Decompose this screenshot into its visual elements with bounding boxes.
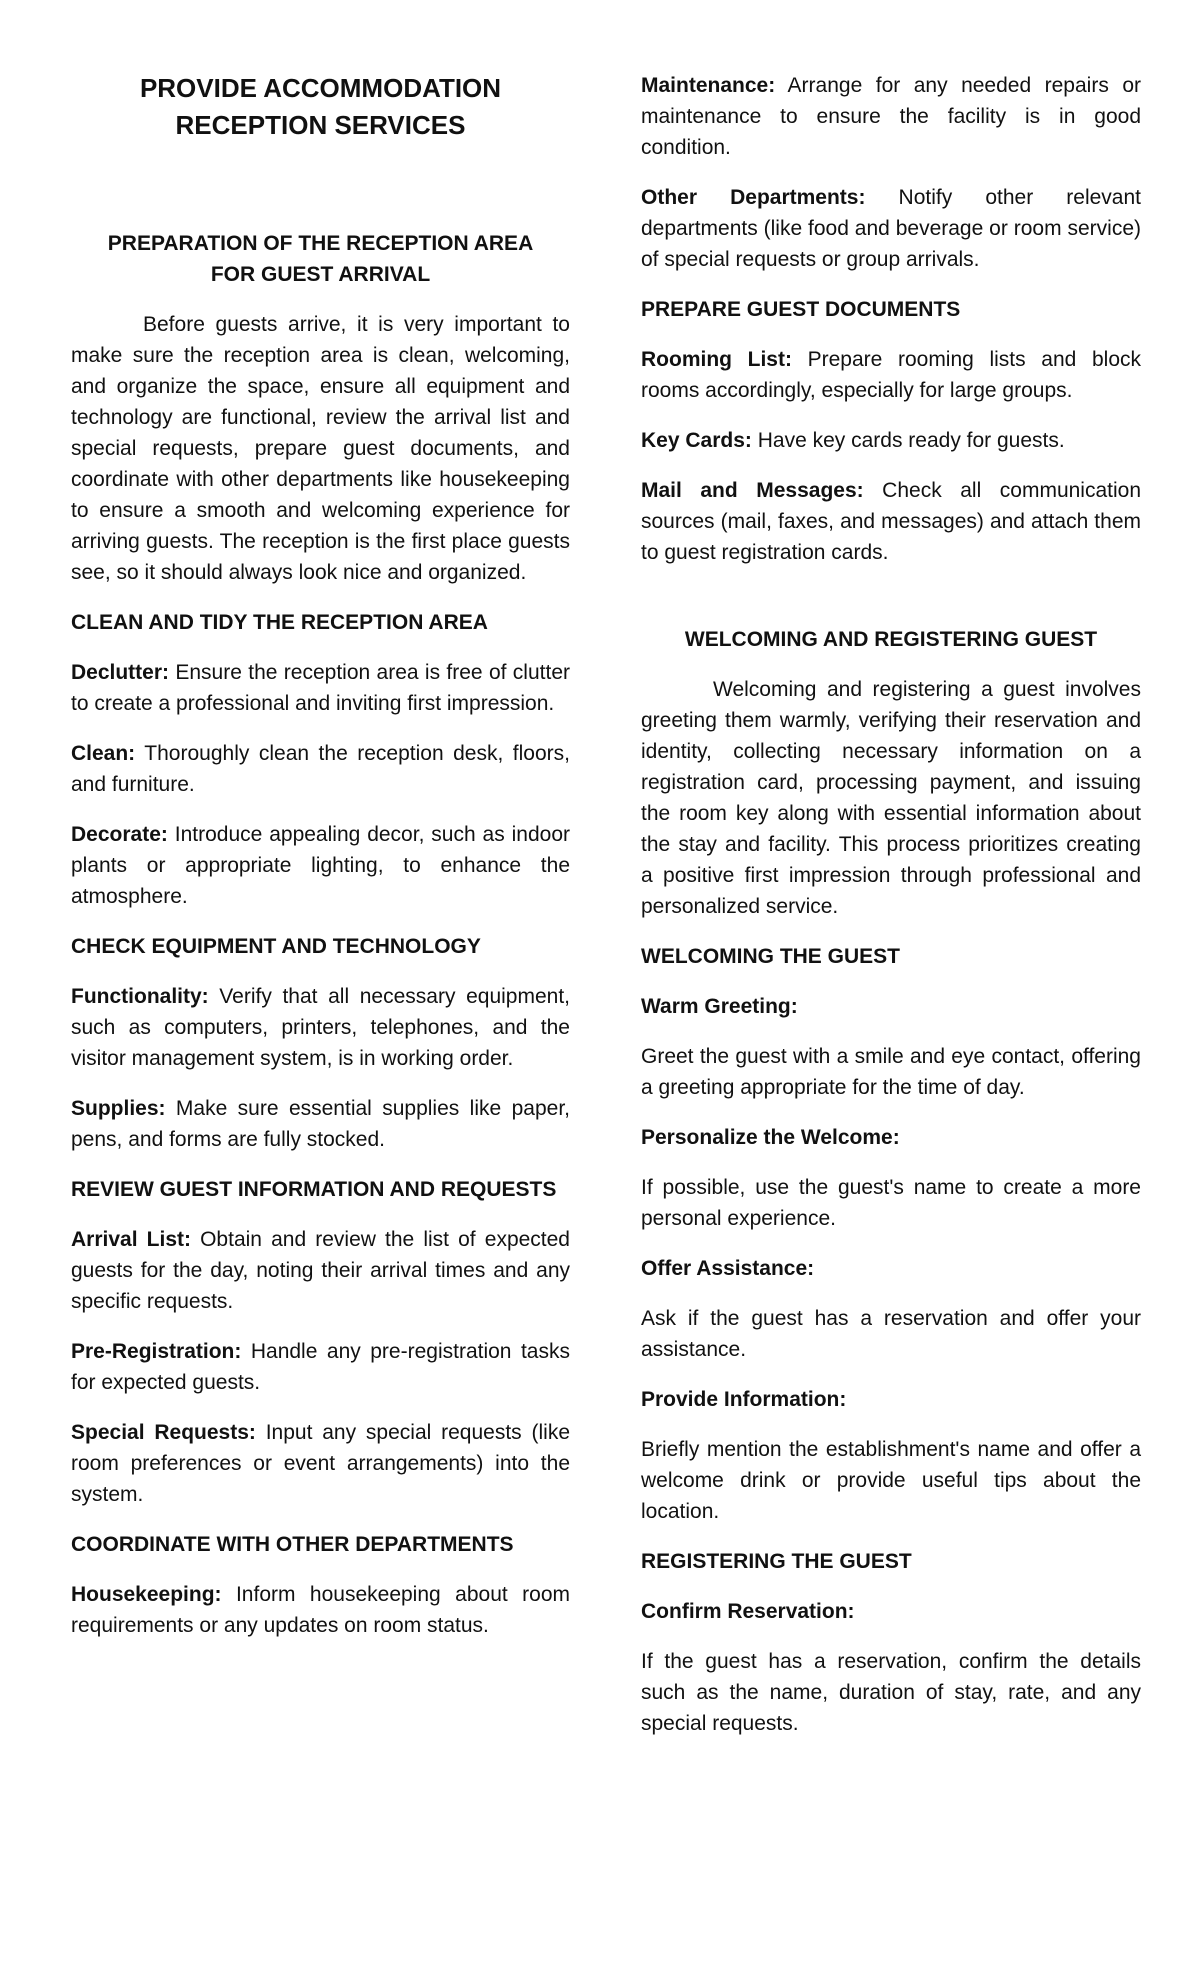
special-requests-item [71,1417,570,1510]
pre-registration-text: Handle any pre-registration tasks for expected guests. [71,1340,570,1394]
preparation-paragraph: Before guests arrive, it is very important to make sure the reception area is clean, welcoming, and organize the space, ensure all equipment and technology are functional, review the arrival list and special requests, prepare guest documents, and coordinate with other departments like housekeeping to ensure a smooth and welcoming experience for arriving guests. The reception is the first place guests see, so it should always look nice and organized. [71,313,570,584]
pre-registration-label: Pre-Registration: [71,1340,242,1363]
documents-heading: PREPARE GUEST DOCUMENTS [641,298,961,321]
declutter-label: Declutter: [71,661,170,684]
welcoming-registering-paragraph: Welcoming and registering a guest involves greeting them warmly, verifying their reservation and identity, collecting necessary information on a registration card, processing payment, and issuing the room key along with essential information about the stay and facility. This process prioritizes creating a positive first impression through professional and personalized service. [641,678,1141,918]
key-cards-item [641,425,1141,456]
arrival-list-item [71,1224,570,1317]
right-column [641,70,1141,1758]
offer-assistance-text: Ask if the guest has a reservation and offer your assistance. [641,1307,1141,1361]
preparation-heading-line-2: FOR GUEST ARRIVAL [210,263,431,286]
housekeeping-text: Inform housekeeping about room requirements or any updates on room status. [71,1583,570,1637]
title-line-2: RECEPTION SERVICES [175,110,466,140]
offer-assistance-heading: Offer Assistance: [641,1257,815,1280]
warm-greeting-heading: Warm Greeting: [641,995,798,1018]
pre-registration-item [71,1336,570,1398]
functionality-label: Functionality: [71,985,209,1008]
warm-greeting-text: Greet the guest with a smile and eye contact, offering a greeting appropriate for the time of day. [641,1045,1141,1099]
decorate-text: Introduce appealing decor, such as indoor plants or appropriate lighting, to enhance the atmosphere. [71,823,570,908]
title-line-1: PROVIDE ACCOMMODATION [139,73,502,103]
preparation-heading [71,228,570,290]
arrival-list-text: Obtain and review the list of expected guests for the day, noting their arrival times and any specific requests. [71,1228,570,1313]
confirm-reservation-heading: Confirm Reservation: [641,1600,855,1623]
clean-tidy-heading: CLEAN AND TIDY THE RECEPTION AREA [71,611,488,634]
maintenance-text: Arrange for any needed repairs or maintenance to ensure the facility is in good condition. [641,74,1141,159]
clean-item [71,738,570,800]
special-requests-label: Special Requests: [71,1421,256,1444]
clean-text: Thoroughly clean the reception desk, floors, and furniture. [71,742,570,796]
coordinate-heading: COORDINATE WITH OTHER DEPARTMENTS [71,1533,514,1556]
decorate-item [71,819,570,912]
housekeeping-item [71,1579,570,1641]
preparation-heading-line-1: PREPARATION OF THE RECEPTION AREA [107,232,534,255]
maintenance-item [641,70,1141,163]
registering-guest-heading: REGISTERING THE GUEST [641,1550,912,1573]
maintenance-label: Maintenance: [641,74,776,97]
key-cards-label: Key Cards: [641,429,752,452]
provide-information-heading: Provide Information: [641,1388,847,1411]
declutter-text: Ensure the reception area is free of clutter to create a professional and inviting first impression. [71,661,570,715]
decorate-label: Decorate: [71,823,168,846]
equipment-heading: CHECK EQUIPMENT AND TECHNOLOGY [71,935,481,958]
functionality-item [71,981,570,1074]
mail-messages-label: Mail and Messages: [641,479,864,502]
clean-label: Clean: [71,742,136,765]
personalize-text: If possible, use the guest's name to create a more personal experience. [641,1176,1141,1230]
supplies-text: Make sure essential supplies like paper, pens, and forms are fully stocked. [71,1097,570,1151]
housekeeping-label: Housekeeping: [71,1583,222,1606]
functionality-text: Verify that all necessary equipment, such as computers, printers, telephones, and the visitor management system, is in working order. [71,985,570,1070]
rooming-list-text: Prepare rooming lists and block rooms accordingly, especially for large groups. [641,348,1141,402]
mail-messages-text: Check all communication sources (mail, faxes, and messages) and attach them to guest registration cards. [641,479,1142,564]
other-departments-item [641,182,1141,275]
key-cards-text: Have key cards ready for guests. [751,429,1065,452]
document-title [71,70,570,144]
declutter-item [71,657,570,719]
welcoming-registering-heading: WELCOMING AND REGISTERING GUEST [684,628,1098,651]
rooming-list-item [641,344,1141,406]
arrival-list-label: Arrival List: [71,1228,191,1251]
other-departments-text: Notify other relevant departments (like food and beverage or room service) of special requests or group arrivals. [641,186,1141,271]
supplies-label: Supplies: [71,1097,166,1120]
review-heading: REVIEW GUEST INFORMATION AND REQUESTS [71,1178,557,1201]
confirm-reservation-text: If the guest has a reservation, confirm the details such as the name, duration of stay, rate, and any special requests. [641,1650,1141,1735]
rooming-list-label: Rooming List: [641,348,792,371]
other-departments-label: Other Departments: [641,186,866,209]
personalize-heading: Personalize the Welcome: [641,1126,900,1149]
welcoming-guest-heading: WELCOMING THE GUEST [641,945,900,968]
mail-messages-item [641,475,1141,568]
provide-information-text: Briefly mention the establishment's name and offer a welcome drink or provide useful tips about the location. [641,1438,1141,1523]
left-column [71,70,570,1660]
supplies-item [71,1093,570,1155]
special-requests-text: Input any special requests (like room preferences or event arrangements) into the system. [71,1421,570,1506]
